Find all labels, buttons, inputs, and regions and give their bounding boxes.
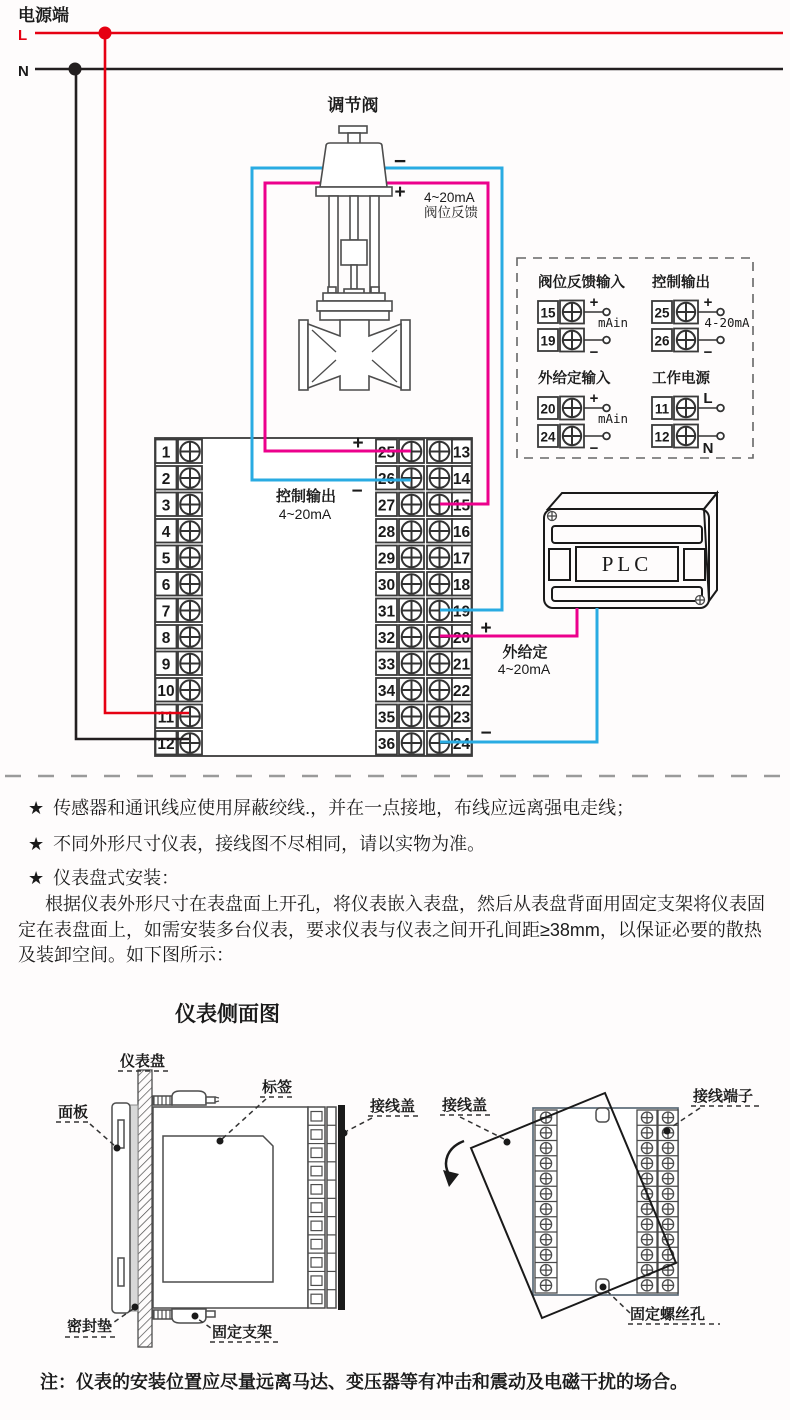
legend-group-title: 控制输出 xyxy=(652,275,710,291)
terminal-number: 28 xyxy=(377,524,396,541)
terminal-number: 26 xyxy=(377,471,396,488)
terminal-number: 19 xyxy=(540,333,556,349)
terminal-legend-box xyxy=(517,258,753,458)
cover-label-side: 接线盖 xyxy=(370,1098,416,1115)
terminal-number: 12 xyxy=(654,429,670,445)
star-icon: ★ xyxy=(28,868,45,888)
valve-plus: + xyxy=(394,182,406,203)
setpoint-range: 4~20mA xyxy=(497,661,551,677)
footnote: 注：仪表的安装位置应尽量远离马达、变压器等有冲击和震动及电磁干扰的场合。 xyxy=(40,1372,688,1392)
installation-diagrams-canvas xyxy=(0,1040,790,1370)
gasket-label: 密封垫 xyxy=(67,1318,113,1335)
terminal-number: 15 xyxy=(452,497,471,515)
terminal-number: 19 xyxy=(452,603,471,621)
instrument-label-area xyxy=(163,1136,273,1282)
instrument-rear-view xyxy=(440,1087,763,1324)
control-output-plus: + xyxy=(352,433,364,454)
rotate-arrow xyxy=(446,1141,464,1176)
terminal-number: 32 xyxy=(377,630,396,647)
live-line-label: L xyxy=(18,27,28,44)
signal-type-label: mAin xyxy=(597,315,629,330)
terminal-number: 29 xyxy=(377,550,396,568)
terminal-number: 16 xyxy=(452,524,471,541)
top-bracket xyxy=(153,1091,219,1105)
terminal-number: 25 xyxy=(377,444,396,462)
polarity-sign: − xyxy=(589,440,599,457)
terminal-number: 26 xyxy=(654,333,670,349)
control-valve-drawing xyxy=(299,95,478,390)
note-text-1: 传感器和通讯线应使用屏蔽绞线.，并在一点接地，布线应远离强电走线； xyxy=(53,798,635,818)
terminal-number: 18 xyxy=(452,577,471,594)
polarity-sign: − xyxy=(703,344,713,361)
polarity-sign: + xyxy=(589,390,599,407)
note-bullet-3 xyxy=(28,864,179,890)
terminal-number: 10 xyxy=(157,683,175,700)
star-icon: ★ xyxy=(28,798,45,818)
terminal-number: 2 xyxy=(161,471,171,488)
terminal-number: 4 xyxy=(161,524,171,541)
screw-hole-label: 固定螺丝孔 xyxy=(630,1306,706,1323)
note-bullet-2 xyxy=(28,830,485,856)
neutral-line-label: N xyxy=(18,63,29,80)
terminal-number: 31 xyxy=(377,603,396,621)
terminal-number: 8 xyxy=(161,630,171,647)
terminal-number: 24 xyxy=(540,429,556,445)
terminals-label: 接线端子 xyxy=(693,1088,754,1105)
terminal-number: 22 xyxy=(452,683,471,700)
terminal-number: 34 xyxy=(377,683,396,700)
control-output-range: 4~20mA xyxy=(278,506,332,522)
note-bullet-1 xyxy=(28,794,634,820)
plc-label: PLC xyxy=(601,552,653,576)
terminal-number: 7 xyxy=(161,603,171,621)
cover-label-rear: 接线盖 xyxy=(442,1097,488,1114)
terminal-number: 33 xyxy=(377,656,396,674)
rotate-arrowhead xyxy=(443,1170,459,1187)
bracket-label: 固定支架 xyxy=(212,1324,273,1341)
setpoint-minus: − xyxy=(480,723,492,744)
valve-minus: − xyxy=(393,150,407,173)
feedback-range-label: 4~20mA xyxy=(424,190,475,205)
side-view-title: 仪表侧面图 xyxy=(175,1002,280,1026)
bottom-bracket xyxy=(153,1309,215,1323)
terminal-number: 5 xyxy=(161,550,171,568)
signal-type-label: mAin xyxy=(597,411,629,426)
control-output-minus: − xyxy=(351,481,363,502)
terminal-number: 12 xyxy=(157,736,175,753)
terminal-number: 14 xyxy=(452,471,471,488)
top-screw-hole xyxy=(596,1108,609,1122)
terminal-number: 6 xyxy=(161,577,171,594)
terminal-number: 9 xyxy=(161,656,171,674)
gasket xyxy=(130,1105,138,1311)
legend-group-title: 工作电源 xyxy=(652,371,710,387)
polarity-sign: + xyxy=(589,294,599,311)
installation-paragraph: 根据仪表外形尺寸在表盘面上开孔，将仪表嵌入表盘，然后从表盘背面用固定支架将仪表固定在表盘面上，如需安装多台仪表，要求仪表与仪表之间开孔间距≥38mm，以保证必要的散热及装卸空间。如下图所示： xyxy=(18,894,765,965)
terminal-number: 24 xyxy=(452,736,471,753)
terminal-number: 27 xyxy=(377,497,396,515)
terminal-legend-groups xyxy=(538,273,750,457)
bezel-label: 面板 xyxy=(58,1104,89,1121)
setpoint-plus: + xyxy=(480,618,492,639)
terminal-number: 20 xyxy=(452,630,471,647)
terminal-number: 3 xyxy=(161,497,171,515)
terminal-number: 17 xyxy=(452,550,471,568)
terminal-number: 20 xyxy=(540,401,556,417)
note-text-3: 仪表盘式安装： xyxy=(53,868,180,888)
polarity-sign: − xyxy=(589,344,599,361)
terminal-number: 30 xyxy=(377,577,396,594)
terminal-number: 21 xyxy=(452,656,471,674)
legend-group-title: 外给定输入 xyxy=(538,371,611,387)
power-rails xyxy=(18,5,783,80)
signal-type-label: 4-20mA xyxy=(704,315,750,330)
terminal-number: 11 xyxy=(654,401,670,417)
valve-title: 调节阀 xyxy=(327,96,379,115)
panel-label: 仪表盘 xyxy=(120,1053,166,1070)
terminal-number: 23 xyxy=(452,709,471,727)
power-terminal-label: 电源端 xyxy=(18,6,69,25)
polarity-sign: N xyxy=(702,440,714,457)
feedback-name-label: 阀位反馈 xyxy=(424,205,478,220)
terminal-number: 11 xyxy=(157,709,175,727)
setpoint-label: 外给定 xyxy=(502,644,548,661)
plc-box xyxy=(544,493,717,608)
polarity-sign: + xyxy=(703,294,713,311)
control-output-label: 控制输出 xyxy=(275,488,337,505)
tag-label: 标签 xyxy=(262,1079,293,1096)
terminal-number: 35 xyxy=(377,709,396,727)
polarity-sign: L xyxy=(703,390,713,407)
terminal-number: 36 xyxy=(377,736,396,753)
instrument-side-view xyxy=(56,1052,422,1347)
star-icon: ★ xyxy=(28,834,45,854)
terminal-number: 15 xyxy=(540,305,556,321)
legend-group-title: 阀位反馈输入 xyxy=(538,275,625,291)
terminal-block xyxy=(155,438,472,756)
terminal-number: 13 xyxy=(452,444,471,462)
terminal-number: 25 xyxy=(654,305,670,321)
terminal-number: 1 xyxy=(161,444,171,462)
panel-cutaway xyxy=(138,1070,152,1347)
note-text-2: 不同外形尺寸仪表，接线图不尽相同，请以实物为准。 xyxy=(53,834,486,854)
